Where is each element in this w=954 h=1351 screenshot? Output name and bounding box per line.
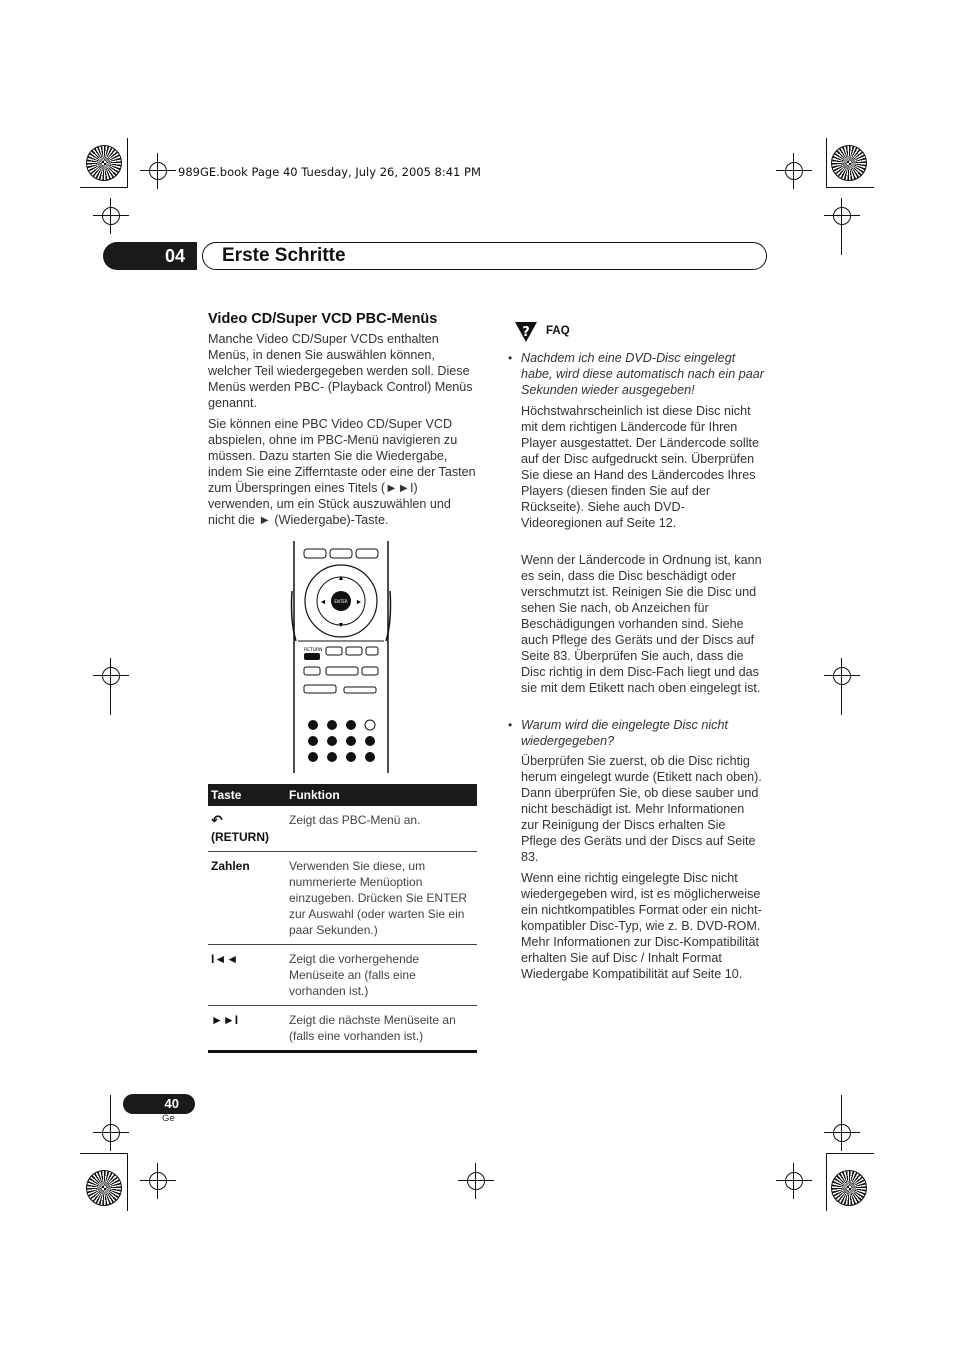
paragraph-playback: Sie können eine PBC Video CD/Super VCD abspielen, ohne im PBC-Menü navigieren zu müssen. Dazu starten Sie die Wiedergabe, indem Sie eine Zifferntaste oder eine der Tasten zum Überspringen eines Titels (►►I) verwenden, um ein Stück auszuwählen und nicht die ► (Wiedergabe)-Taste. <box>208 417 476 527</box>
key-function-table <box>208 784 477 1053</box>
crosshair-mark <box>102 667 120 685</box>
table-cell-key: Zahlen <box>208 852 286 945</box>
crop-line <box>127 1153 128 1211</box>
table-cell-key: ↶ (RETURN) <box>208 806 286 852</box>
page-number: 40 <box>123 1094 195 1114</box>
crop-line <box>80 1153 128 1154</box>
registration-starburst-top-left <box>86 145 122 181</box>
svg-text:▼: ▼ <box>337 622 345 629</box>
faq-question-1: Nachdem ich eine DVD-Disc eingelegt habe, wird diese automatisch nach ein paar Sekunden wieder ausgegeben! <box>521 351 764 397</box>
book-info: 989GE.book Page 40 Tuesday, July 26, 2005 8:41 PM <box>178 165 481 179</box>
registration-starburst-bottom-right <box>831 1170 867 1206</box>
return-icon: ↶ <box>211 812 223 828</box>
table-header-key: Taste <box>208 784 286 806</box>
table-row <box>208 806 477 852</box>
svg-text:►: ► <box>355 599 363 606</box>
registration-starburst-top-right <box>831 145 867 181</box>
table-row <box>208 945 477 1006</box>
return-label: RETURN <box>304 648 323 653</box>
chapter-title: Erste Schritte <box>222 245 346 266</box>
crosshair-mark <box>102 207 120 225</box>
crop-line <box>826 187 874 188</box>
faq-answer-2-paragraph-2: Wenn eine richtig eingelegte Disc nicht wiedergegeben wird, ist es möglicherweise ein nichtkompatibles Format oder ein nicht-kompatibler Disc-Typ, wie z. B. DVD-ROM. Mehr Informationen zur Disc-Kompatibilität erhalten Sie auf Disc / Inhalt Format Wiedergabe Kompatibilität auf Seite 10. <box>521 871 762 981</box>
table-cell-function: Zeigt das PBC-Menü an. <box>286 806 477 852</box>
crosshair-mark <box>102 1124 120 1142</box>
crosshair-mark <box>785 162 803 180</box>
crop-line <box>826 138 827 188</box>
table-cell-function: Zeigt die vorhergehende Menüseite an (falls eine vorhanden ist.) <box>286 945 477 1006</box>
crop-line <box>841 680 842 715</box>
paragraph-intro: Manche Video CD/Super VCDs enthalten Menüs, in denen Sie auswählen können, welcher Teil wiedergegeben werden soll. Diese Menüs werden PBC- (Playback Control) Menüs genannt. <box>208 332 473 410</box>
crop-line <box>110 1095 111 1123</box>
table-cell-function: Verwenden Sie diese, um nummerierte Menüoption einzugeben. Drücken Sie ENTER zur Auswahl (oder warten Sie ein paar Sekunden.) <box>286 852 477 945</box>
table-cell-key: I◄◄ <box>208 945 286 1006</box>
registration-starburst-bottom-left <box>86 1170 122 1206</box>
svg-text:▲: ▲ <box>337 575 345 582</box>
crosshair-mark <box>833 1124 851 1142</box>
crosshair-mark <box>149 162 167 180</box>
table-cell-key: ►►I <box>208 1006 286 1052</box>
crop-line <box>110 680 111 715</box>
bullet-icon: • <box>508 351 513 365</box>
crop-line <box>127 138 128 188</box>
crop-line <box>841 1095 842 1123</box>
crop-line <box>826 1153 827 1211</box>
crosshair-mark <box>149 1172 167 1190</box>
bullet-icon: • <box>508 718 513 732</box>
crosshair-mark <box>833 207 851 225</box>
table-row <box>208 1006 477 1052</box>
crop-line <box>841 220 842 255</box>
faq-question-2: Warum wird die eingelegte Disc nicht wiedergegeben? <box>521 718 728 748</box>
crosshair-mark <box>833 667 851 685</box>
enter-button-label: ENTER <box>334 599 348 604</box>
faq-answer-1-paragraph-2: Wenn der Ländercode in Ordnung ist, kann es sein, dass die Disc beschädigt oder verschmutzt ist. Reinigen Sie die Disc und sehen Sie nach, ob Anzeichen für Beschädigungen vorhanden sind. Siehe auch Pflege des Geräts und der Discs auf Seite 83. Überprüfen Sie auch, dass die Disc richtig in dem Disc-Fach liegt und das sie mit dem Etikett nach oben eingelegt ist. <box>521 553 762 695</box>
table-header-function: Funktion <box>286 784 477 806</box>
table-row <box>208 852 477 945</box>
chapter-number: 04 <box>103 242 197 270</box>
section-title: Video CD/Super VCD PBC-Menüs <box>208 311 438 327</box>
faq-answer-1-paragraph-1: Höchstwahrscheinlich ist diese Disc nicht mit dem richtigen Ländercode für Ihren Player ausgestattet. Der Ländercode sollte auf der Disc aufgedruckt sein. Überprüfen Sie diese an Hand des Ländercodes Ihres Players (diesen finden Sie auf der Rückseite). Siehe auch DVD-Videoregionen auf Seite 12. <box>521 404 760 530</box>
page-language: Ge <box>162 1113 175 1124</box>
crop-line <box>80 187 128 188</box>
crosshair-mark <box>785 1172 803 1190</box>
faq-answer-2-paragraph-1: Überprüfen Sie zuerst, ob die Disc richtig herum eingelegt wurde (Etikett nach oben). Dann überprüfen Sie, ob diese sauber und nicht beschädigt ist. Mehr Informationen zur Reinigung der Discs erhalten Sie Pflege des Geräts und der Discs auf Seite 83. <box>521 754 762 864</box>
faq-label: FAQ <box>546 325 570 337</box>
crosshair-mark <box>467 1172 485 1190</box>
table-cell-function: Zeigt die nächste Menüseite an (falls eine vorhanden ist.) <box>286 1006 477 1052</box>
svg-text:◄: ◄ <box>319 599 327 606</box>
faq-icon <box>513 318 539 344</box>
crop-line <box>826 1153 874 1154</box>
svg-text:?: ? <box>522 325 530 340</box>
remote-control-illustration <box>290 541 392 773</box>
